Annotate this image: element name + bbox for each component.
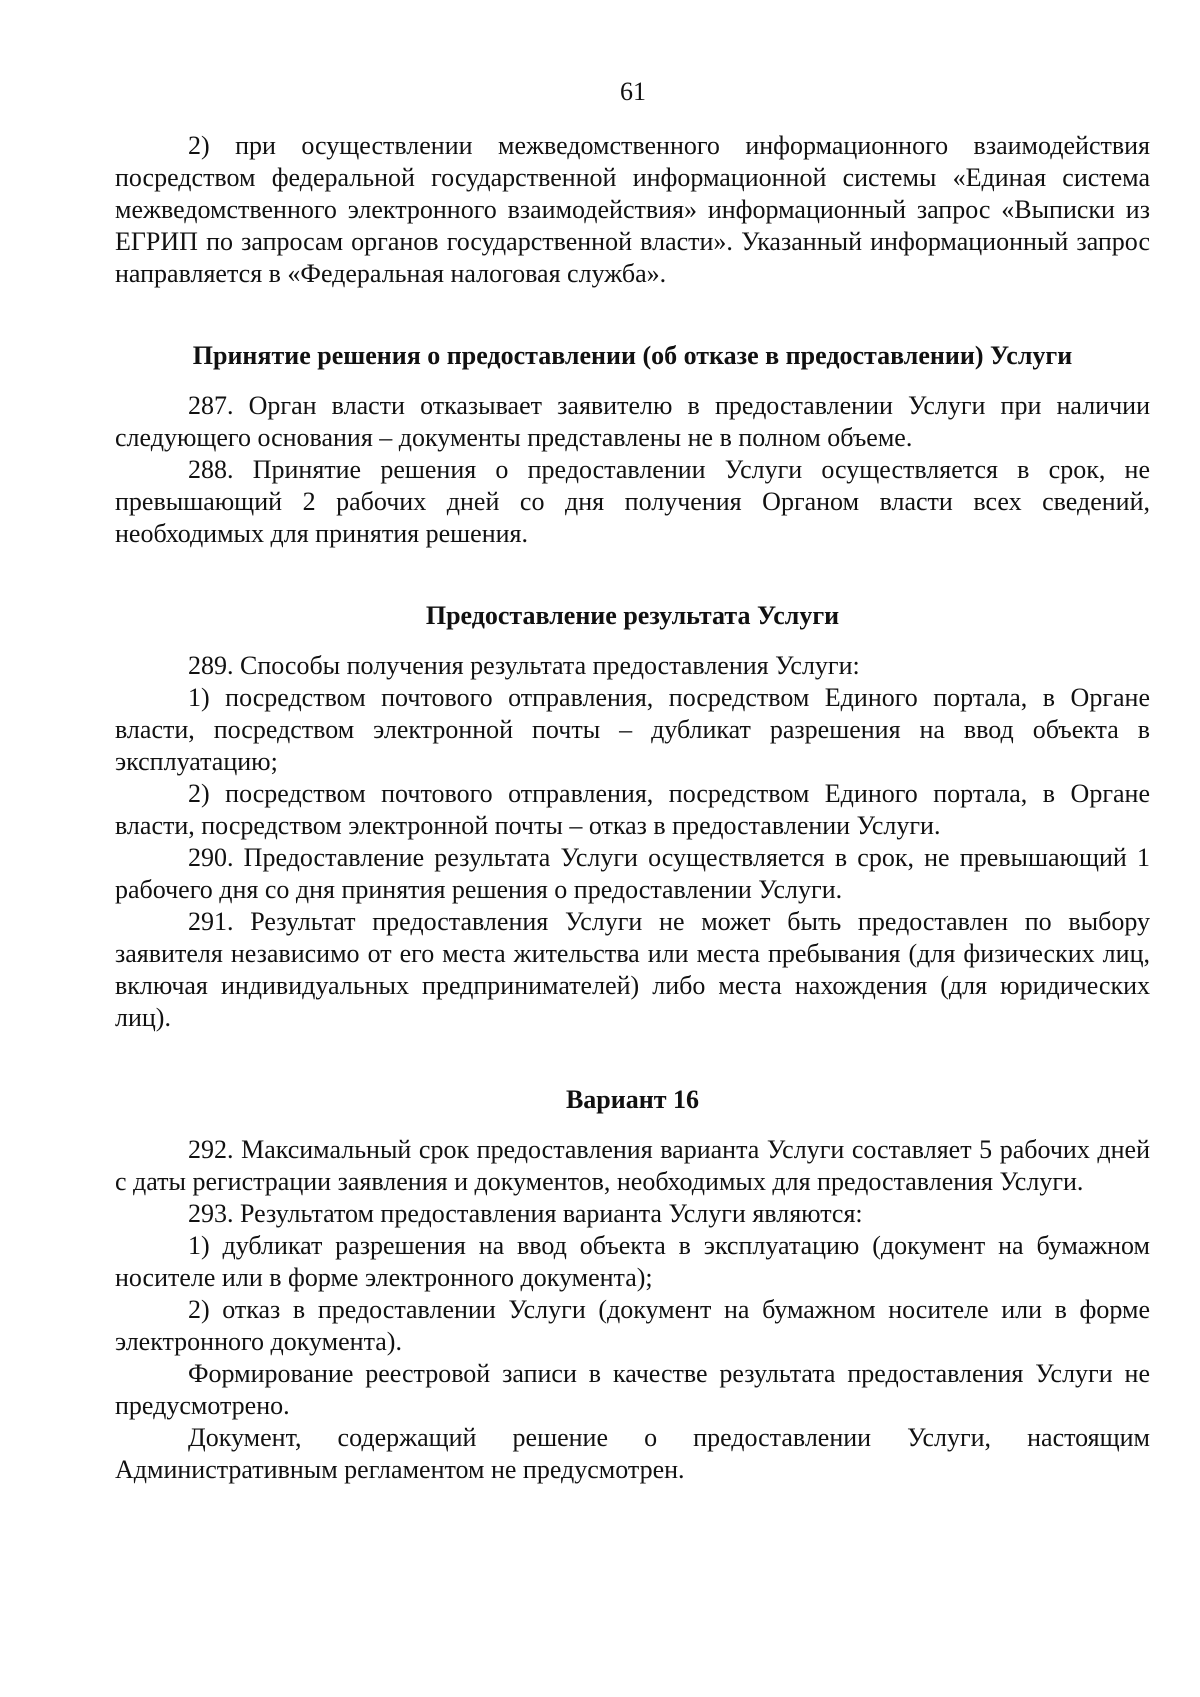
heading-variant-16: Вариант 16 <box>565 1085 700 1114</box>
paragraph-290: 290. Предоставление результата Услуги осуществляется в срок, не превышающий 1 рабочего дня со дня принятия решения о предоставлении Услуги. <box>115 843 1150 904</box>
document-body <box>115 130 1150 1486</box>
paragraph-288: 288. Принятие решения о предоставлении Услуги осуществляется в срок, не превышающий 2 рабочих дней со дня получения Органом власти всех сведений, необходимых для принятия решения. <box>115 455 1150 548</box>
paragraph-289-item-2: 2) посредством почтового отправления, посредством Единого портала, в Органе власти, посредством электронной почты – отказ в предоставлении Услуги. <box>115 779 1150 840</box>
paragraph-292: 292. Максимальный срок предоставления варианта Услуги составляет 5 рабочих дней с даты регистрации заявления и документов, необходимых для предоставления Услуги. <box>115 1135 1150 1196</box>
paragraph-decision-document: Документ, содержащий решение о предоставлении Услуги, настоящим Административным регламентом не предусмотрен. <box>115 1423 1150 1484</box>
paragraph-registry-record: Формирование реестровой записи в качестве результата предоставления Услуги не предусмотрено. <box>115 1359 1150 1420</box>
heading-decision: Принятие решения о предоставлении (об отказе в предоставлении) Услуги <box>192 341 1073 370</box>
paragraph-293: 293. Результатом предоставления варианта Услуги являются: <box>188 1199 863 1228</box>
page-number: 61 <box>620 77 646 106</box>
paragraph-egrip-request: 2) при осуществлении межведомственного информационного взаимодействия посредством федеральной государственной информационной системы «Единая система межведомственного электронного взаимодействия» информационный запрос «Выписки из ЕГРИП по запросам органов государственной власти». Указанный информационный запрос направляется в «Федеральная налоговая служба». <box>115 131 1150 288</box>
heading-result-provision: Предоставление результата Услуги <box>425 601 840 630</box>
paragraph-287: 287. Орган власти отказывает заявителю в предоставлении Услуги при наличии следующего основания – документы представлены не в полном объеме. <box>115 391 1150 452</box>
paragraph-291: 291. Результат предоставления Услуги не может быть предоставлен по выбору заявителя независимо от его места жительства или места пребывания (для физических лиц, включая индивидуальных предпринимателей) либо места нахождения (для юридических лиц). <box>115 907 1150 1032</box>
paragraph-289: 289. Способы получения результата предоставления Услуги: <box>188 651 860 680</box>
paragraph-289-item-1: 1) посредством почтового отправления, посредством Единого портала, в Органе власти, посредством электронной почты – дубликат разрешения на ввод объекта в эксплуатацию; <box>115 683 1150 776</box>
paragraph-293-item-1: 1) дубликат разрешения на ввод объекта в эксплуатацию (документ на бумажном носителе или в форме электронного документа); <box>115 1231 1150 1292</box>
paragraph-293-item-2: 2) отказ в предоставлении Услуги (документ на бумажном носителе или в форме электронного документа). <box>115 1295 1150 1356</box>
